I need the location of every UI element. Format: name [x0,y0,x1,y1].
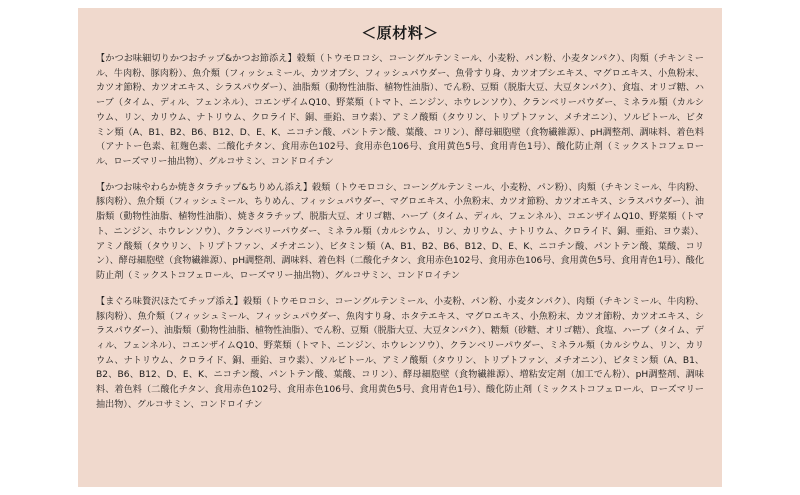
page-title: ＜原材料＞ [361,24,439,42]
ingredients-block-katsuo-ajikiri: 【かつお味細切りかつおチップ&かつお節添え】穀類（トウモロコシ、コーングルテンミール、小麦粉、パン粉、小麦タンパク）、肉類（チキンミール、牛肉粉、豚肉粉）、魚介類（フィッシュミール、カツオブシ、フィッシュパウダー、魚骨すり身、カツオブシエキス、マグロエキス、小魚粉末、カツオ節粉、カツオエキス、シラスパウダー）、油脂類（動物性油脂、植物性油脂）、でん粉、豆類（脱脂大豆、大豆タンパク）、食塩、オリゴ糖、ハーブ（タイム、ディル、フェンネル）、コエンザイムQ10、野菜類（トマト、ニンジン、ホウレンソウ）、クランベリーパウダー、ミネラル類（カルシウム、リン、カリウム、ナトリウム、クロライド、銅、亜鉛、ヨウ素）、アミノ酸類（タウリン、トリプトファン、メチオニン）、ソルビトール、ビタミン類（A、B1、B2、B6、B12、D、E、K、ニコチン酸、パントテン酸、葉酸、コリン）、酵母細胞壁（食物繊維源）、pH調整剤、調味料、着色料（アナトー色素、紅麹色素、二酸化チタン、食用赤色102号、食用赤色106号、食用黄色5号、食用青色1号）、酸化防止剤（ミックストコフェロール、ローズマリー抽出物）、グルコサミン、コンドロイチン [96,54,704,168]
ingredients-block-maguro: 【まぐろ味贅沢ほたてチップ添え】穀類（トウモロコシ、コーングルテンミール、小麦粉、パン粉、小麦タンパク）、肉類（チキンミール、牛肉粉、豚肉粉）、魚介類（フィッシュミール、フィッシュパウダー、魚肉すり身、ホタテエキス、マグロエキス、小魚粉末、カツオ節粉、カツオエキス、シラスパウダー）、油脂類（動物性油脂、植物性油脂）、でん粉、豆類（脱脂大豆、大豆タンパク）、糖類（砂糖、オリゴ糖）、食塩、ハーブ（タイム、ディル、フェンネル）、コエンザイムQ10、野菜類（トマト、ニンジン、ホウレンソウ）、クランベリーパウダー、ミネラル類（カルシウム、リン、カリウム、ナトリウム、クロライド、銅、亜鉛、ヨウ素）、ソルビトール、アミノ酸類（タウリン、トリプトファン、メチオニン）、ビタミン類（A、B1、B2、B6、B12、D、E、K、ニコチン酸、パントテン酸、葉酸、コリン）、酵母細胞壁（食物繊維源）、増粘安定剤（加工でん粉）、pH調整剤、調味料、着色料（二酸化チタン、食用赤色102号、食用赤色106号、食用黄色5号、食用青色1号）、酸化防止剤（ミックストコフェロール、ローズマリー抽出物）、グルコサミン、コンドロイチン [96,296,704,410]
ingredients-panel [78,8,722,487]
ingredients-block-katsuo-yawaraka: 【かつお味やわらか焼きタラチップ&ちりめん添え】穀類（トウモロコシ、コーングルテンミール、小麦粉、パン粉）、肉類（チキンミール、牛肉粉、豚肉粉）、魚介類（フィッシュミール、ちりめん、フィッシュパウダー、マグロエキス、小魚粉末、カツオ節粉、カツオエキス、シラスパウダー）、油脂類（動物性油脂、植物性油脂）、焼きタラチップ、脱脂大豆、オリゴ糖、ハーブ（タイム、ディル、フェンネル）、コエンザイムQ10、野菜類（トマト、ニンジン、ホウレンソウ）、クランベリーパウダー、ミネラル類（カルシウム、リン、カリウム、ナトリウム、クロライド、銅、亜鉛、ヨウ素）、アミノ酸類（タウリン、トリプトファン、メチオニン）、ビタミン類（A、B1、B2、B6、B12、D、E、K、ニコチン酸、パントテン酸、葉酸、コリン）、酵母細胞壁（食物繊維源）、pH調整剤、調味料、着色料（二酸化チタン、食用赤色102号、食用赤色106号、食用黄色5号、食用青色1号）、酸化防止剤（ミックストコフェロール、ローズマリー抽出物）、グルコサミン、コンドロイチン [96,182,704,282]
ingredients-panel-inner [94,24,706,479]
